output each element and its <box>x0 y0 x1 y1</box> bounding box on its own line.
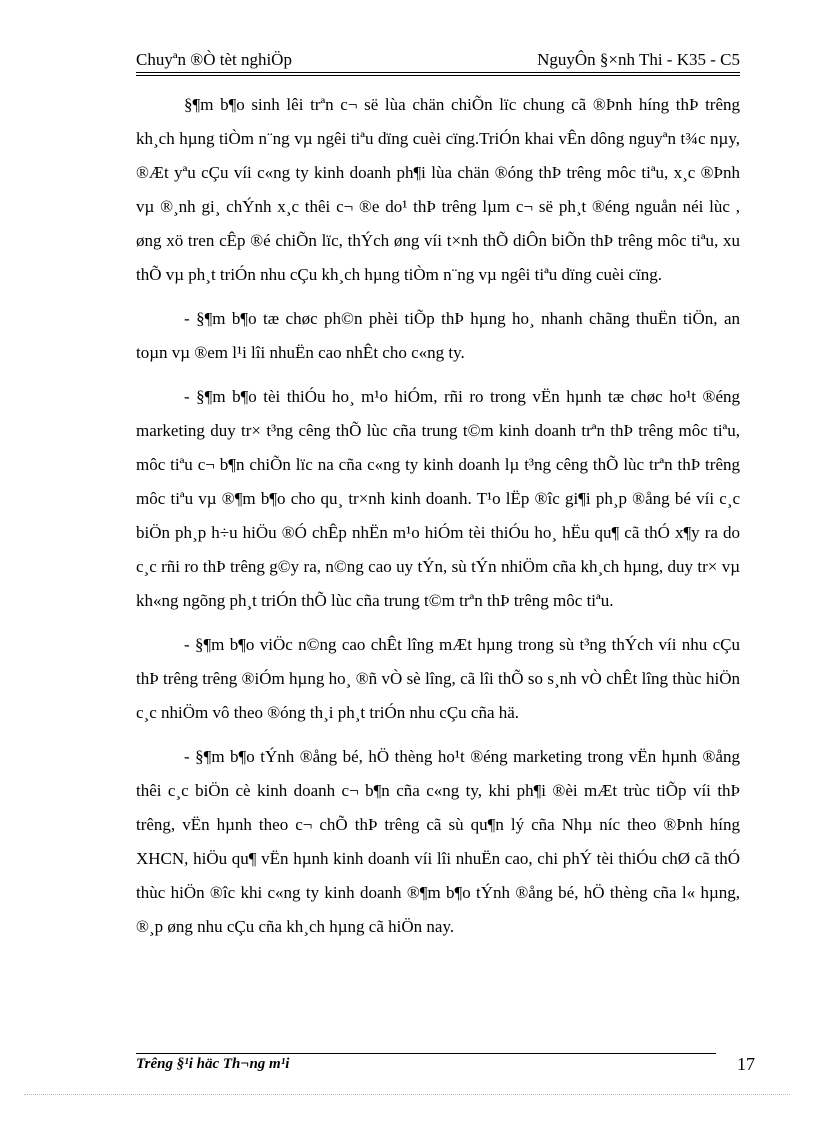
paragraph: - §¶m b¶o viÖc n©ng cao chÊt lîng mÆt hµng trong sù t³ng thÝch víi nhu cÇu thÞ trêng trêng ®iÓm hµng ho¸ ®ñ vÒ sè lîng, cã lîi thÕ so s¸nh vÒ chÊt lîng thùc hiÖn c¸c nhiÖm vô theo ®óng th¸i ph¸t triÓn nhu cÇu cña hä. <box>136 635 740 722</box>
paragraph: - §¶m b¶o tÝnh ®ång bé, hÖ thèng ho¹t ®éng marketing trong vËn hµnh ®ång thêi c¸c biÖn cè kinh doanh c¬ b¶n cña c«ng ty, khi ph¶i ®èi mÆt trùc tiÕp víi thÞ trêng, vËn hµnh theo c¬ chÕ thÞ trêng cã sù qu¶n lý cña Nhµ níc theo ®Þnh híng XHCN, hiÖu qu¶ vËn hµnh kinh doanh víi lîi nhuËn cao, chi phÝ tèi thiÓu chØ cã thÓ thùc hiÖn ®îc khi c«ng ty kinh doanh ®¶m b¶o tÝnh ®ång bé, hÖ thèng cña l« hµng, ®¸p øng nhu cÇu cña kh¸ch hµng cã hiÖn nay. <box>136 747 740 936</box>
paragraph: - §¶m b¶o tèi thiÓu ho¸ m¹o hiÓm, rñi ro trong vËn hµnh tæ chøc ho¹t ®éng marketing duy tr× t³ng cêng thÕ lùc cña trung t©m kinh doanh trªn thÞ trêng môc tiªu, môc tiªu c¬ b¶n chiÕn lïc na cña c«ng ty kinh doanh lµ t³ng cêng thÕ lùc trªn thÞ trêng môc tiªu vµ ®¶m b¶o cho qu¸ tr×nh kinh doanh. T¹o lËp ®îc gi¶i ph¸p ®ång bé víi c¸c biÖn ph¸p h÷u hiÖu ®Ó chÊp nhËn m¹o hiÓm tèi thiÓu ho¸ hËu qu¶ cã thÓ x¶y ra do c¸c rñi ro thÞ trêng g©y ra, n©ng cao uy tÝn, sù tÝn nhiÖm cña kh¸ch hµng, duy tr× vµ kh«ng ngõng ph¸t triÓn thÕ lùc cña trung t©m trªn thÞ trêng môc tiªu. <box>136 387 740 610</box>
header-author: NguyÔn §×nh Thi - K35 - C5 <box>537 50 740 69</box>
header-title: Chuyªn ®Ò tèt nghiÖp <box>136 50 292 69</box>
paragraph: - §¶m b¶o tæ chøc ph©n phèi tiÕp thÞ hµng ho¸ nhanh chãng thuËn tiÖn, an toµn vµ ®em l¹i lîi nhuËn cao nhÊt cho c«ng ty. <box>136 309 740 362</box>
body-text <box>136 88 740 954</box>
header-rule-bottom <box>136 75 740 76</box>
footer-rule <box>136 1053 716 1054</box>
page-number: 17 <box>737 1054 755 1074</box>
page-header <box>136 50 740 72</box>
header-rule-top <box>136 72 740 73</box>
page-edge-dotted-line <box>24 1094 790 1095</box>
paragraph: §¶m b¶o sinh lêi trªn c¬ së lùa chän chiÕn lïc chung cã ®Þnh híng thÞ trêng kh¸ch hµng tiÒm n¨ng vµ ngêi tiªu dïng cuèi cïng.TriÓn khai vÊn dông nguyªn t¾c nµy, ®Æt yªu cÇu víi c«ng ty kinh doanh ph¶i lùa chän ®óng thÞ trêng môc tiªu, x¸c ®Þnh vµ ®¸nh gi¸ chÝnh x¸c thêi c¬ ®e do¹ thÞ trêng lµm c¬ së ph¸t ®éng nguån néi lùc , øng xö tren cÊp ®é chiÕn lïc, thÝch øng víi t×nh thÕ diÔn biÕn thÞ trêng môc tiªu, xu thÕ vµ ph¸t triÓn nhu cÇu kh¸ch hµng tiÒm n¨ng vµ ngêi tiªu dïng cuèi cïng. <box>136 95 740 284</box>
footer-institution: Trêng §¹i häc Th¬ng m¹i <box>136 1056 290 1072</box>
